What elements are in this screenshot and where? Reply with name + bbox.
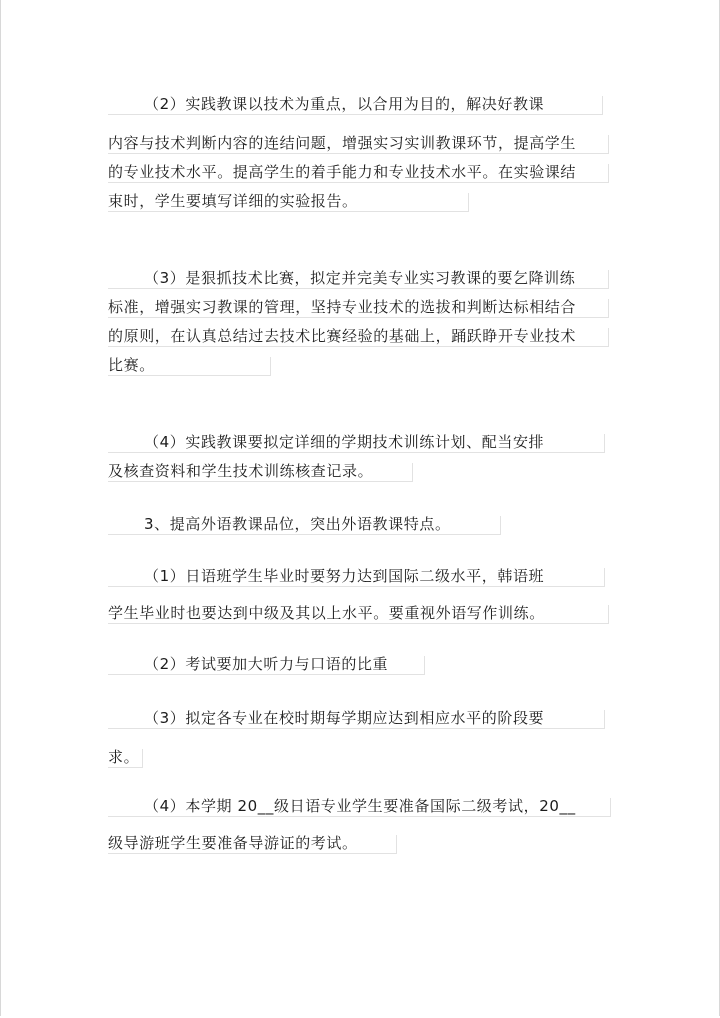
- text-line: 学生毕业时也要达到中级及其以上水平。要重视外语写作训练。: [108, 605, 609, 624]
- paragraph-training-plan: [108, 434, 610, 482]
- text-line: 求。: [108, 749, 143, 768]
- text-line: （2）实践教课以技术为重点，以合用为目的，解决好教课: [108, 96, 603, 115]
- paragraph-practice-teaching: [108, 96, 610, 212]
- text-line: 3、提高外语教课品位，突出外语教课特点。: [108, 516, 501, 535]
- text-line: 内容与技术判断内容的连结问题，增强实习实训教课环节，提高学生: [108, 135, 609, 154]
- text-line: 束时，学生要填写详细的实验报告。: [108, 193, 469, 212]
- text-line: 的专业技术水平。提高学生的着手能力和专业技术水平。在实验课结: [108, 164, 609, 183]
- text-line: （3）是狠抓技术比赛，拟定并完美专业实习教课的要乞降训练: [108, 270, 609, 289]
- section-heading-foreign-language: [108, 516, 610, 535]
- text-line: 标准，增强实习教课的管理，坚持专业技术的选拔和判断达标相结合: [108, 299, 609, 318]
- paragraph-stage-requirements: [108, 710, 610, 768]
- text-line: 比赛。: [108, 357, 271, 376]
- paragraph-exam-listening: [108, 656, 610, 675]
- text-line: 及核查资料和学生技术训练核查记录。: [108, 463, 413, 482]
- paragraph-semester-exams: [108, 798, 610, 854]
- text-line: 的原则，在认真总结过去技术比赛经验的基础上，踊跃睁开专业技术: [108, 328, 609, 347]
- text-line: 级导游班学生要准备导游证的考试。: [108, 835, 397, 854]
- text-line: （4）实践教课要拟定详细的学期技术训练计划、配当安排: [108, 434, 605, 453]
- text-line: （1）日语班学生毕业时要努力达到国际二级水平，韩语班: [108, 568, 605, 587]
- text-line: （3）拟定各专业在校时期每学期应达到相应水平的阶段要: [108, 710, 605, 729]
- paragraph-language-level: [108, 568, 610, 624]
- text-line: （2）考试要加大听力与口语的比重: [108, 656, 425, 675]
- paragraph-skills-competition: [108, 270, 610, 376]
- text-line: （4）本学期 20__级日语专业学生要准备国际二级考试，20__: [108, 798, 611, 817]
